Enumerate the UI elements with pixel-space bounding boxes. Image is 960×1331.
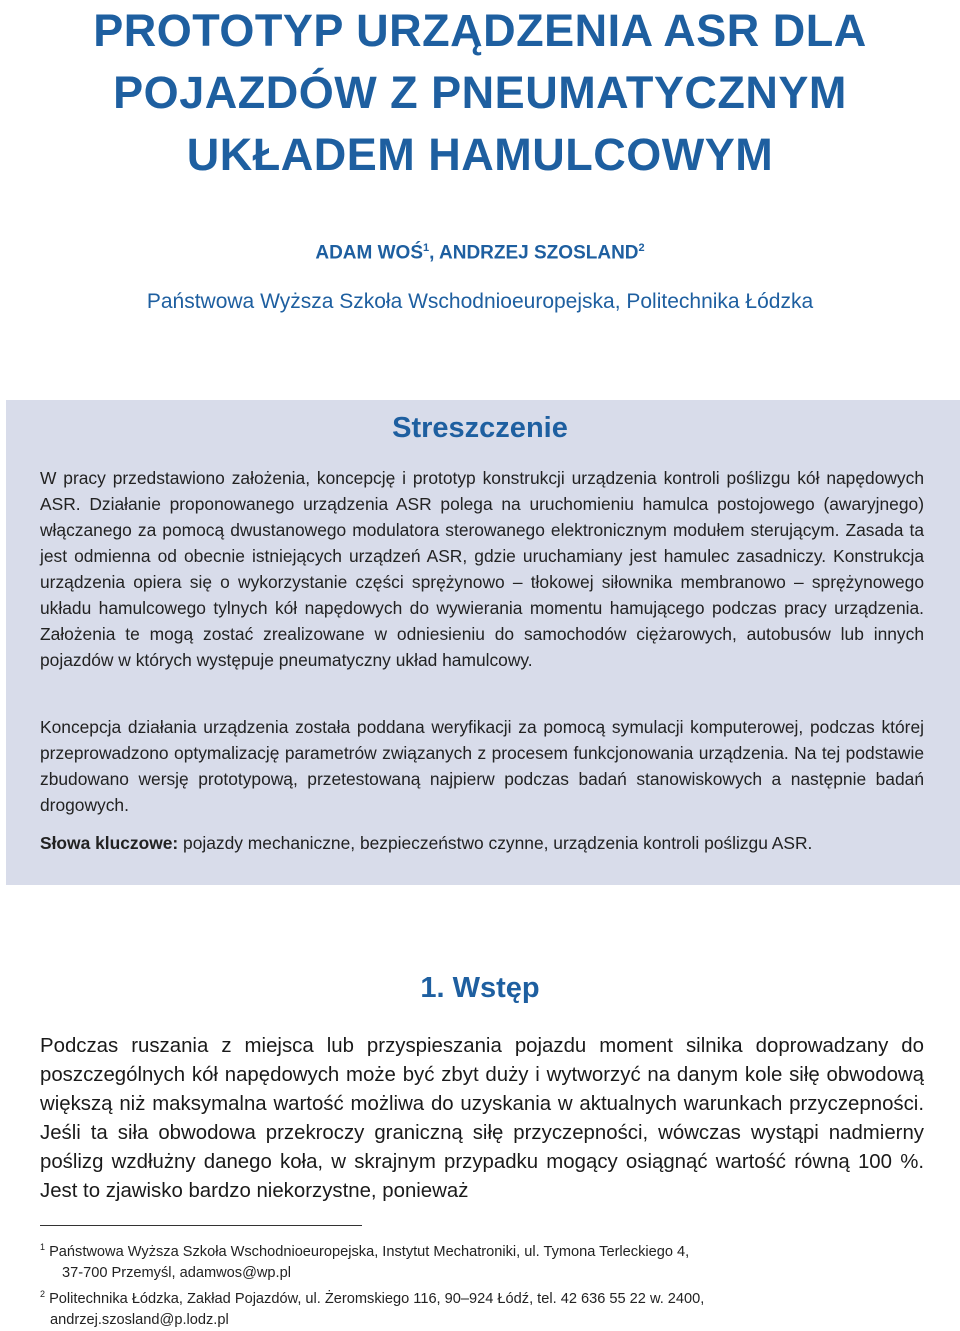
author-footnote-mark: 2	[638, 242, 645, 254]
paper-title	[0, 0, 960, 186]
footnote-mark: 1	[40, 1242, 46, 1252]
author-name: ANDRZEJ SZOSLAND	[439, 242, 639, 264]
footnote-text: Politechnika Łódzka, Zakład Pojazdów, ul. Żeromskiego 116, 90–924 Łódź, tel. 42 636 55 22 w. 2400,	[45, 1290, 705, 1307]
keywords-text: pojazdy mechaniczne, bezpieczeństwo czynne, urządzenia kontroli poślizgu ASR.	[178, 833, 813, 853]
keywords	[40, 830, 924, 856]
footnote-text: andrzej.szosland@p.lodz.pl	[50, 1311, 229, 1328]
affiliation: Państwowa Wyższa Szkoła Wschodnioeuropejska, Politechnika Łódzka	[146, 290, 814, 313]
footnote-text: 37-700 Przemyśl, adamwos@wp.pl	[62, 1264, 291, 1281]
footnote-1	[40, 1237, 800, 1284]
title-line-2: POJAZDÓW Z PNEUMATYCZNYM	[113, 67, 847, 118]
author-name: ADAM WOŚ	[315, 242, 424, 264]
body-paragraph: Podczas ruszania z miejsca lub przyspieszania pojazdu moment silnika doprowadzany do poszczególnych kół napędowych może być zbyt duży i wytworzyć na danym kole siłę obwodową większą niż maksymalna wartość możliwa do uzyskania w aktualnych warunkach przyczepności. Jeśli ta siła obwodowa przekroczy graniczną siłę przyczepności, wówczas wystąpi nadmierny poślizg wzdłużny danego koła, w skrajnym przypadku mogący osiągnąć wartość równą 100 %. Jest to zjawisko bardzo niekorzystne, ponieważ	[40, 1035, 924, 1202]
author-footnote-mark: 1	[423, 242, 430, 254]
authors-line	[0, 242, 960, 264]
author-separator: ,	[429, 242, 439, 264]
footnote-mark: 2	[40, 1289, 46, 1299]
title-line-3: UKŁADEM HAMULCOWYM	[186, 129, 774, 180]
abstract-heading: Streszczenie	[392, 412, 568, 444]
section-heading: 1. Wstęp	[420, 972, 540, 1004]
abstract-paragraph-1: W pracy przedstawiono założenia, koncepcję i prototyp konstrukcji urządzenia kontroli poślizgu kół napędowych ASR. Działanie proponowanego urządzenia ASR polega na uruchomieniu hamulca postojowego (awaryjnego) włączanego za pomocą dwustanowego modulatora sterowanego elektronicznym modułem sterującym. Zasada ta jest odmienna od obecnie istniejących urządzeń ASR, gdzie uruchamiany jest hamulec zasadniczy. Konstrukcja urządzenia opiera się o wykorzystanie części sprężynowo – tłokowej siłownika membranowo – sprężynowego układu hamulcowego tylnych kół napędowych do wywierania momentu hamującego podczas pracy urządzenia. Założenia te mogą zostać zrealizowane w odniesieniu do samochodów ciężarowych, autobusów lub innych pojazdów w których występuje pneumatyczny układ hamulcowy.	[40, 468, 924, 670]
abstract-paragraph-2: Koncepcja działania urządzenia została poddana weryfikacji za pomocą symulacji komputerowej, podczas której przeprowadzono optymalizację parametrów związanych z procesem funkcjonowania urządzenia. Na tej podstawie zbudowano wersję prototypową, przetestowaną najpierw podczas badań stanowiskowych a następnie badań drogowych.	[40, 717, 924, 815]
title-line-1: PROTOTYP URZĄDZENIA ASR DLA	[93, 5, 867, 56]
footnote-divider	[40, 1225, 362, 1226]
keywords-label: Słowa kluczowe:	[40, 833, 179, 853]
footnote-text: Państwowa Wyższa Szkoła Wschodnioeuropejska, Instytut Mechatroniki, ul. Tymona Terleckiego 4,	[45, 1243, 690, 1260]
